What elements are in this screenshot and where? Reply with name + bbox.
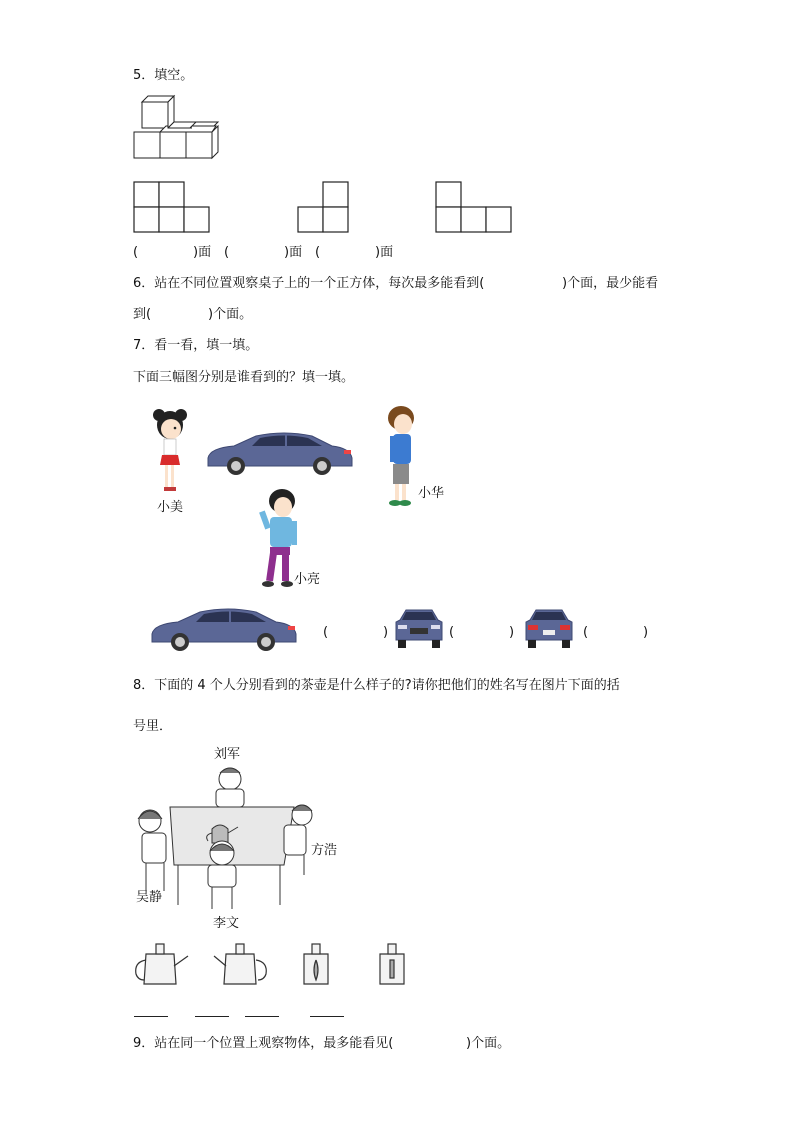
q5-blank-2-close: )面 xyxy=(284,245,303,260)
q5-blank-3-close: )面 xyxy=(375,245,394,260)
q5-title: 5．填空。 xyxy=(133,68,194,83)
name-fanghao: 方浩 xyxy=(311,843,338,858)
q7-answer-3-open: ( xyxy=(583,625,589,640)
table-scene-illustration xyxy=(134,763,316,915)
view-2-figure xyxy=(297,181,353,235)
name-xiaohua: 小华 xyxy=(418,486,445,501)
q5-blank-1-open: ( xyxy=(133,245,139,260)
answer-blank-3[interactable] xyxy=(245,1016,279,1017)
teapot-handle-view xyxy=(300,938,332,988)
q5-blank-2-open: ( xyxy=(224,245,230,260)
q8-line2: 号里． xyxy=(133,719,173,734)
q7-answer-1-open: ( xyxy=(323,625,329,640)
q9-text-b: )个面。 xyxy=(466,1036,511,1051)
answer-blank-1[interactable] xyxy=(134,1016,168,1017)
car-side-view-answer xyxy=(148,604,300,654)
name-liujun: 刘军 xyxy=(214,747,241,762)
boy-xiaohua-illustration xyxy=(383,404,419,510)
q9-text-a: 9．站在同一个位置上观察物体，最多能看见( xyxy=(133,1036,394,1051)
q6-line1-a: 6．站在不同位置观察桌子上的一个正方体，每次最多能看到( xyxy=(133,276,485,291)
q7-answer-3-close: ) xyxy=(643,625,649,640)
q7-answer-2-close: ) xyxy=(509,625,515,640)
q8-line1: 8．下面的 4 个人分别看到的茶壶是什么样子的?请你把他们的姓名写在图片下面的括 xyxy=(133,678,620,693)
name-xiaomei: 小美 xyxy=(157,500,184,515)
view-1-figure xyxy=(133,181,213,235)
view-3-figure xyxy=(435,181,515,235)
q7-title: 7．看一看，填一填。 xyxy=(133,338,259,353)
q7-answer-1-close: ) xyxy=(383,625,389,640)
q5-blank-1-close: )面 xyxy=(193,245,212,260)
name-liwen: 李文 xyxy=(213,916,240,931)
answer-blank-4[interactable] xyxy=(310,1016,344,1017)
teapot-side-view-2 xyxy=(212,940,268,988)
teapot-side-view-1 xyxy=(134,940,190,988)
name-wujing: 吴静 xyxy=(136,890,163,905)
q6-line2-b: )个面。 xyxy=(208,307,253,322)
q7-answer-2-open: ( xyxy=(449,625,455,640)
cube-stack-figure xyxy=(130,94,220,162)
name-xiaoliang: 小亮 xyxy=(294,572,321,587)
girl-xiaomei-illustration xyxy=(150,405,190,497)
car-side-view-illustration xyxy=(204,428,356,478)
car-front-view-illustration xyxy=(392,608,446,650)
q6-line2-a: 到( xyxy=(133,307,152,322)
teapot-spout-view xyxy=(376,938,408,988)
q5-blank-3-open: ( xyxy=(315,245,321,260)
car-rear-view-illustration xyxy=(522,608,576,650)
q7-subtitle: 下面三幅图分别是谁看到的？填一填。 xyxy=(133,370,355,385)
q6-line1-b: )个面，最少能看 xyxy=(562,276,659,291)
answer-blank-2[interactable] xyxy=(195,1016,229,1017)
